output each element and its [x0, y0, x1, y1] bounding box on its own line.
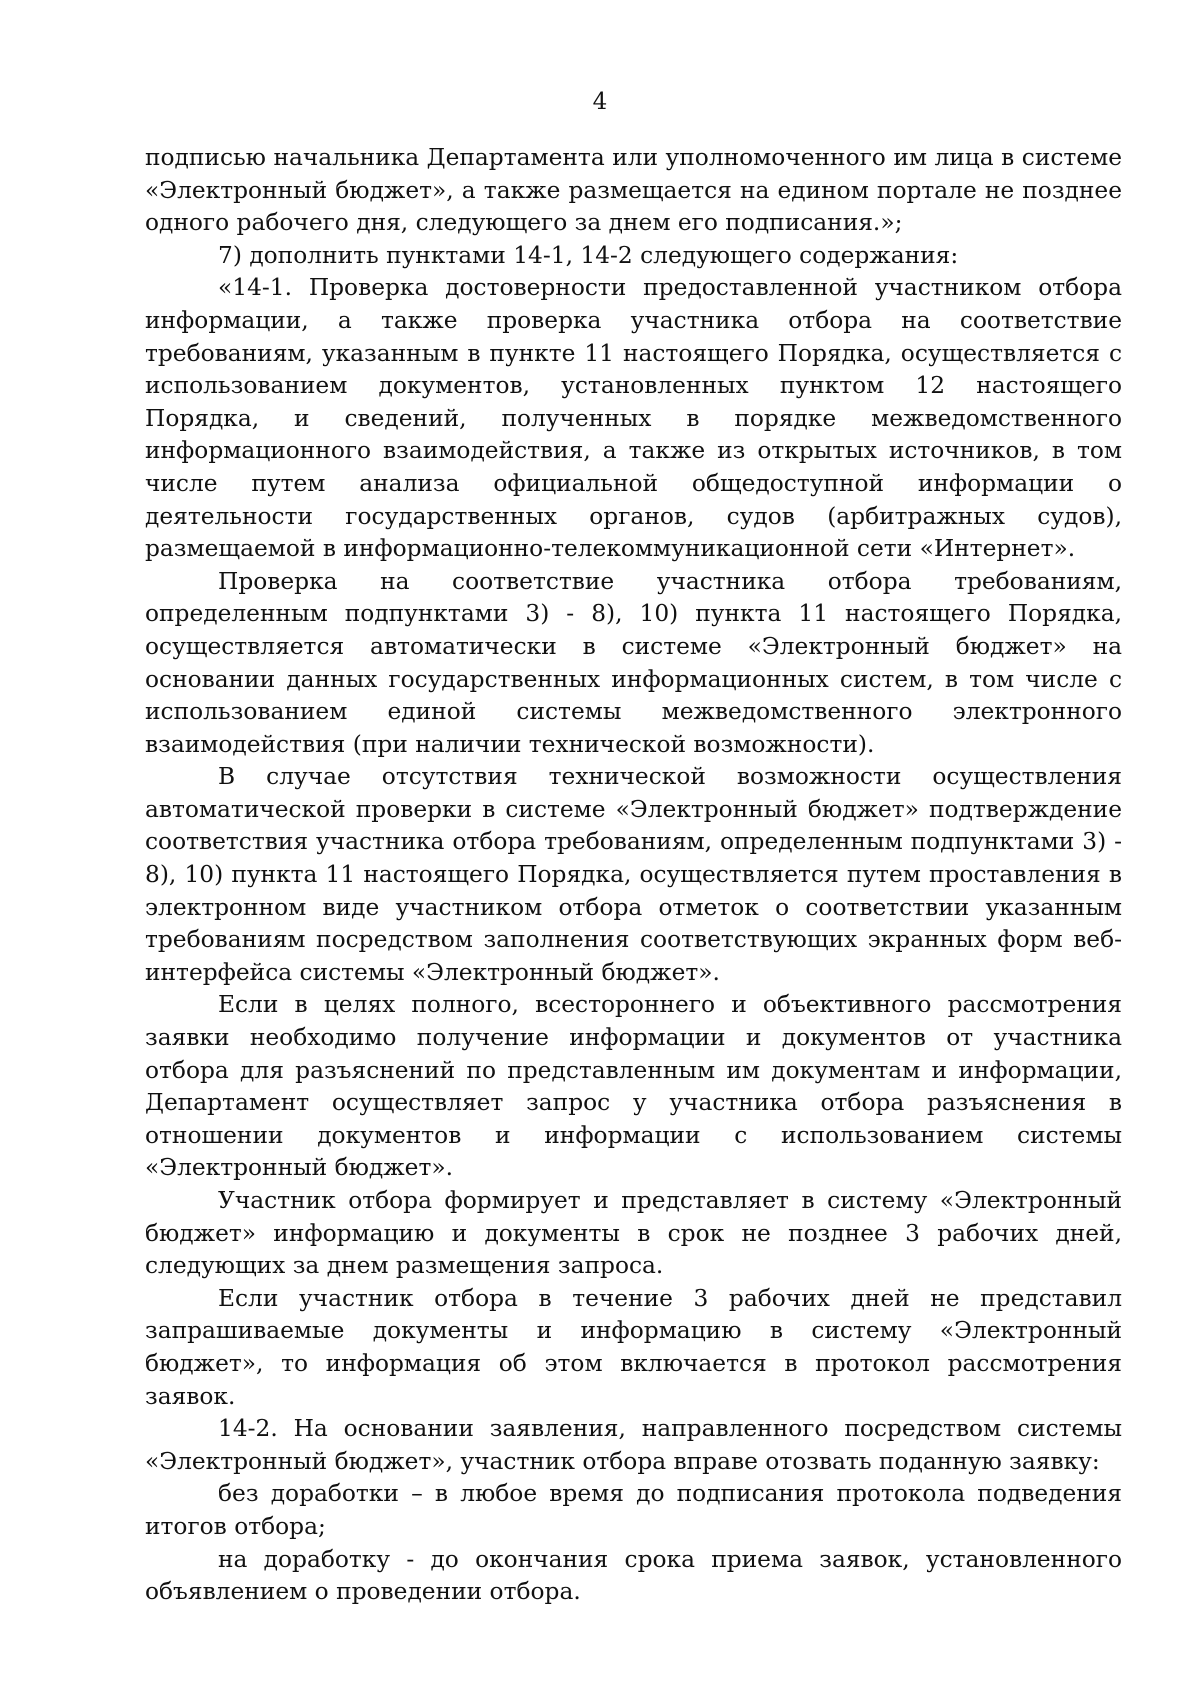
paragraph-manual-check: В случае отсутствия технической возможности осуществления автоматической проверки в системе «Электронный бюджет» подтверждение соответствия участника отбора требованиям, определенным подпунктами 3) - 8), 10) пункта 11 настоящего Порядка, осуществляется путем проставления в электронном виде участником отбора отметок о соответствии указанным требованиям посредством заполнения соответствующих экранных форм веб-интерфейса системы «Электронный бюджет».	[145, 763, 1122, 986]
document-body	[145, 142, 1122, 1609]
page-number: 4	[592, 89, 608, 115]
paragraph-14-1: «14-1. Проверка достоверности предоставленной участником отбора информации, а также проверка участника отбора на соответствие требованиям, указанным в пункте 11 настоящего Порядка, осуществляется с использованием документов, установленных пунктом 12 настоящего Порядка, и сведений, полученных в порядке межведомственного информационного взаимодействия, а также из открытых источников, в том числе путем анализа официальной общедоступной информации о деятельности государственных органов, судов (арбитражных судов), размещаемой в информационно-телекоммуникационной сети «Интернет».	[145, 274, 1122, 563]
paragraph-item-7: 7) дополнить пунктами 14-1, 14-2 следующего содержания:	[218, 241, 959, 269]
paragraph-response-deadline: Участник отбора формирует и представляет в систему «Электронный бюджет» информацию и документы в срок не позднее 3 рабочих дней, следующих за днем размещения запроса.	[145, 1187, 1122, 1280]
paragraph-withdraw-without-revision: без доработки – в любое время до подписания протокола подведения итогов отбора;	[145, 1480, 1122, 1540]
paragraph-no-response: Если участник отбора в течение 3 рабочих дней не представил запрашиваемые документы и информацию в систему «Электронный бюджет», то информация об этом включается в протокол рассмотрения заявок.	[145, 1284, 1122, 1410]
paragraph-automatic-check: Проверка на соответствие участника отбора требованиям, определенным подпунктами 3) - 8), 10) пункта 11 настоящего Порядка, осуществляется автоматически в системе «Электронный бюджет» на основании данных государственных информационных систем, в том числе с использованием единой системы межведомственного электронного взаимодействия (при наличии технической возможности).	[145, 567, 1122, 758]
paragraph-clarification-request: Если в целях полного, всестороннего и объективного рассмотрения заявки необходимо получение информации и документов от участника отбора для разъяснений по представленным им документам и информации, Департамент осуществляет запрос у участника отбора разъяснения в отношении документов и информации с использованием системы «Электронный бюджет».	[145, 991, 1122, 1182]
paragraph-withdraw-for-revision: на доработку - до окончания срока приема заявок, установленного объявлением о проведении отбора.	[145, 1545, 1122, 1606]
paragraph-continuation: подписью начальника Департамента или уполномоченного им лица в системе «Электронный бюджет», а также размещается на едином портале не позднее одного рабочего дня, следующего за днем его подписания.»;	[145, 144, 1122, 237]
paragraph-14-2: 14-2. На основании заявления, направленного посредством системы «Электронный бюджет», участник отбора вправе отозвать поданную заявку:	[145, 1415, 1122, 1475]
